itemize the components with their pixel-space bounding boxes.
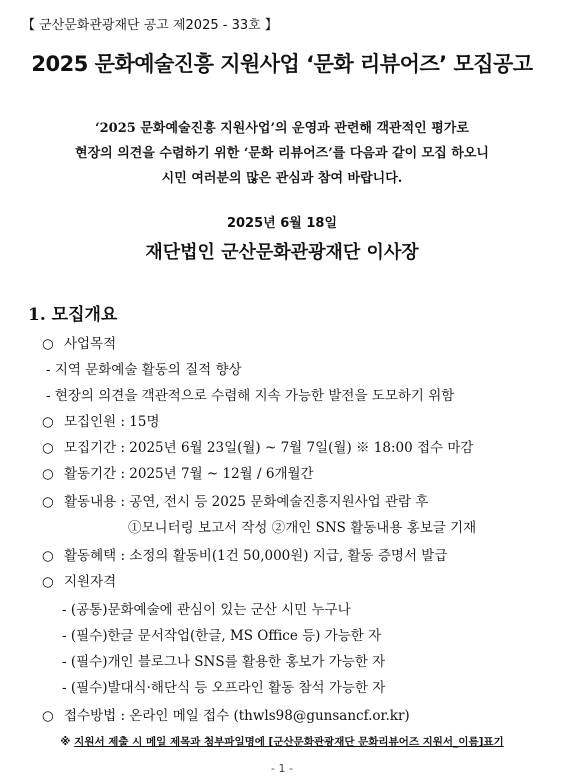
apply-text: 접수방법 : 온라인 메일 접수 (thwls98@gunsancf.or.kr) — [64, 708, 410, 724]
recruits-text: 모집인원 : 15명 — [64, 414, 160, 430]
section-title: 1. 모집개요 — [28, 305, 118, 325]
qualification-label: 지원자격 — [64, 574, 117, 590]
note-text: 지원서 제출 시 메일 제목과 첨부파일명에 [군산문화관광재단 문화리뷰어즈 지원서_이름]표기 — [74, 736, 504, 748]
bullet-circle: ○ — [42, 548, 54, 564]
period-text: 모집기간 : 2025년 6월 23일(월) ~ 7월 7일(월) ※ 18:00 접수 마감 — [64, 440, 474, 456]
bullet-circle: ○ — [42, 414, 54, 430]
qualification-item-4: - (필수)발대식·해단식 등 오프라인 활동 참석 가능한 자 — [62, 680, 386, 696]
bullet-circle: ○ — [42, 336, 54, 352]
apply-row — [42, 704, 410, 724]
activity-content-text: 활동내용 : 공연, 전시 등 2025 문화예술진흥지원사업 관람 후 — [64, 494, 429, 510]
benefits-row — [42, 544, 447, 564]
note-mark: ※ — [60, 736, 71, 748]
bullet-circle: ○ — [42, 708, 54, 724]
qualification-label-row — [42, 570, 116, 590]
bullet-circle: ○ — [42, 440, 54, 456]
qualification-item-2: - (필수)한글 문서작업(한글, MS Office 등) 가능한 자 — [62, 628, 382, 644]
period-row — [42, 436, 473, 456]
purpose-item-1: - 지역 문화예술 활동의 질적 향상 — [46, 362, 242, 378]
qualification-item-3: - (필수)개인 블로그나 SNS를 활용한 홍보가 가능한 자 — [62, 654, 386, 670]
page-title: 2025 문화예술진흥 지원사업 ‘문화 리뷰어즈’ 모집공고 — [31, 52, 533, 76]
purpose-label: 사업목적 — [64, 336, 117, 352]
recruits-row — [42, 410, 160, 430]
benefits-text: 활동혜택 : 소정의 활동비(1건 50,000원) 지급, 활동 증명서 발급 — [64, 548, 448, 564]
qualification-item-1: - (공통)문화예술에 관심이 있는 군산 시민 누구나 — [62, 602, 351, 618]
intro-line-2: 현장의 의견을 수렴하기 위한 ‘문화 리뷰어즈’를 다음과 같이 모집 하오니 — [75, 146, 489, 161]
bullet-circle: ○ — [42, 574, 54, 590]
bullet-circle: ○ — [42, 494, 54, 510]
activity-period-text: 활동기간 : 2025년 7월 ~ 12월 / 6개월간 — [64, 466, 314, 482]
intro-line-3: 시민 여러분의 많은 관심과 참여 바랍니다. — [161, 171, 403, 186]
notice-number: 【 군산문화관광재단 공고 제2025 - 33호 】 — [22, 18, 278, 33]
intro-line-1: ‘2025 문화예술진흥 지원사업’의 운영과 관련해 객관적인 평가로 — [95, 121, 469, 136]
submission-note — [0, 734, 564, 749]
issuer: 재단법인 군산문화관광재단 이사장 — [145, 242, 419, 263]
notice-date: 2025년 6월 18일 — [226, 216, 338, 231]
purpose-label-row — [42, 332, 116, 352]
page-number: - 1 - — [271, 762, 293, 775]
activity-period-row — [42, 462, 314, 482]
activity-content-row — [42, 490, 428, 510]
purpose-item-2: - 현장의 의견을 객관적으로 수렴해 지속 가능한 발전을 도모하기 위함 — [46, 388, 455, 404]
bullet-circle: ○ — [42, 466, 54, 482]
activity-content-2: ①모니터링 보고서 작성 ②개인 SNS 활동내용 홍보글 기재 — [128, 520, 477, 536]
